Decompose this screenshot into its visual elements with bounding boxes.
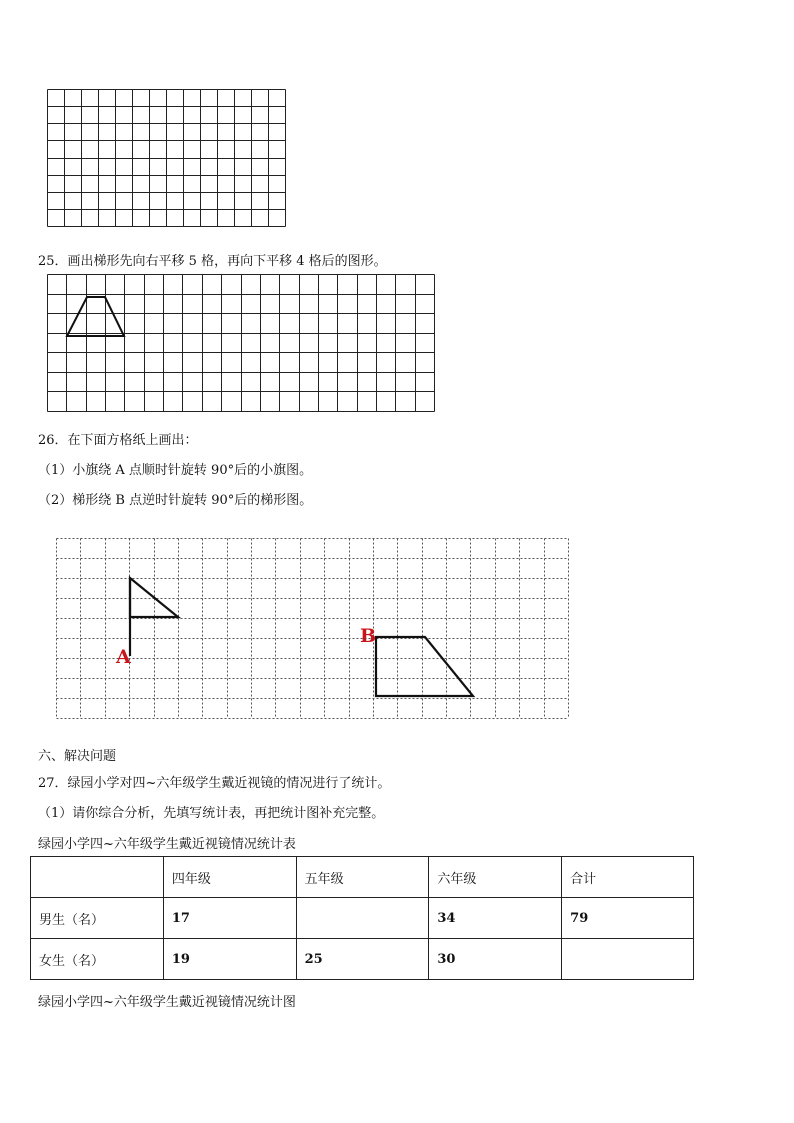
table-cell: 79 [562, 898, 694, 939]
question-26-item-2: （2）梯形绕 B 点逆时针旋转 90°后的梯形图。 [38, 493, 313, 508]
rotation-grid [56, 538, 570, 720]
table-row-label: 男生（名） [31, 898, 164, 939]
table-header-cell: 四年级 [163, 857, 296, 898]
table-cell: 17 [163, 898, 296, 939]
table-cell-blank[interactable] [296, 898, 429, 939]
table-row [31, 939, 694, 980]
table-cell: 25 [296, 939, 429, 980]
trapezoid-grid [47, 274, 436, 414]
empty-grid-top [47, 89, 287, 229]
table-header-row [31, 857, 694, 898]
table-header-cell [31, 857, 164, 898]
table-cell: 34 [429, 898, 562, 939]
stats-table [30, 856, 694, 980]
trapezoid-shape [67, 297, 124, 336]
table-row-label: 女生（名） [31, 939, 164, 980]
point-b-label: B [360, 625, 377, 647]
table-cell: 30 [429, 939, 562, 980]
table-header-cell: 六年级 [429, 857, 562, 898]
question-27-title: 27．绿园小学对四~六年级学生戴近视镜的情况进行了统计。 [38, 776, 391, 791]
table-header-cell: 五年级 [296, 857, 429, 898]
question-26-title: 26．在下面方格纸上画出： [38, 433, 198, 448]
section-6-title: 六、解决问题 [38, 749, 117, 764]
table-cell-blank[interactable] [562, 939, 694, 980]
chart-caption: 绿园小学四~六年级学生戴近视镜情况统计图 [38, 995, 296, 1010]
point-a-label: A [116, 646, 131, 668]
question-27-item-1: （1）请你综合分析，先填写统计表，再把统计图补充完整。 [38, 806, 385, 821]
table-caption: 绿园小学四~六年级学生戴近视镜情况统计表 [38, 837, 296, 852]
question-25-text: 25．画出梯形先向右平移 5 格，再向下平移 4 格后的图形。 [38, 254, 387, 269]
question-26-item-1: （1）小旗绕 A 点顺时针旋转 90°后的小旗图。 [38, 463, 313, 478]
table-header-cell: 合计 [562, 857, 694, 898]
table-cell: 19 [163, 939, 296, 980]
table-row [31, 898, 694, 939]
trapezoid-b-shape [376, 637, 473, 696]
